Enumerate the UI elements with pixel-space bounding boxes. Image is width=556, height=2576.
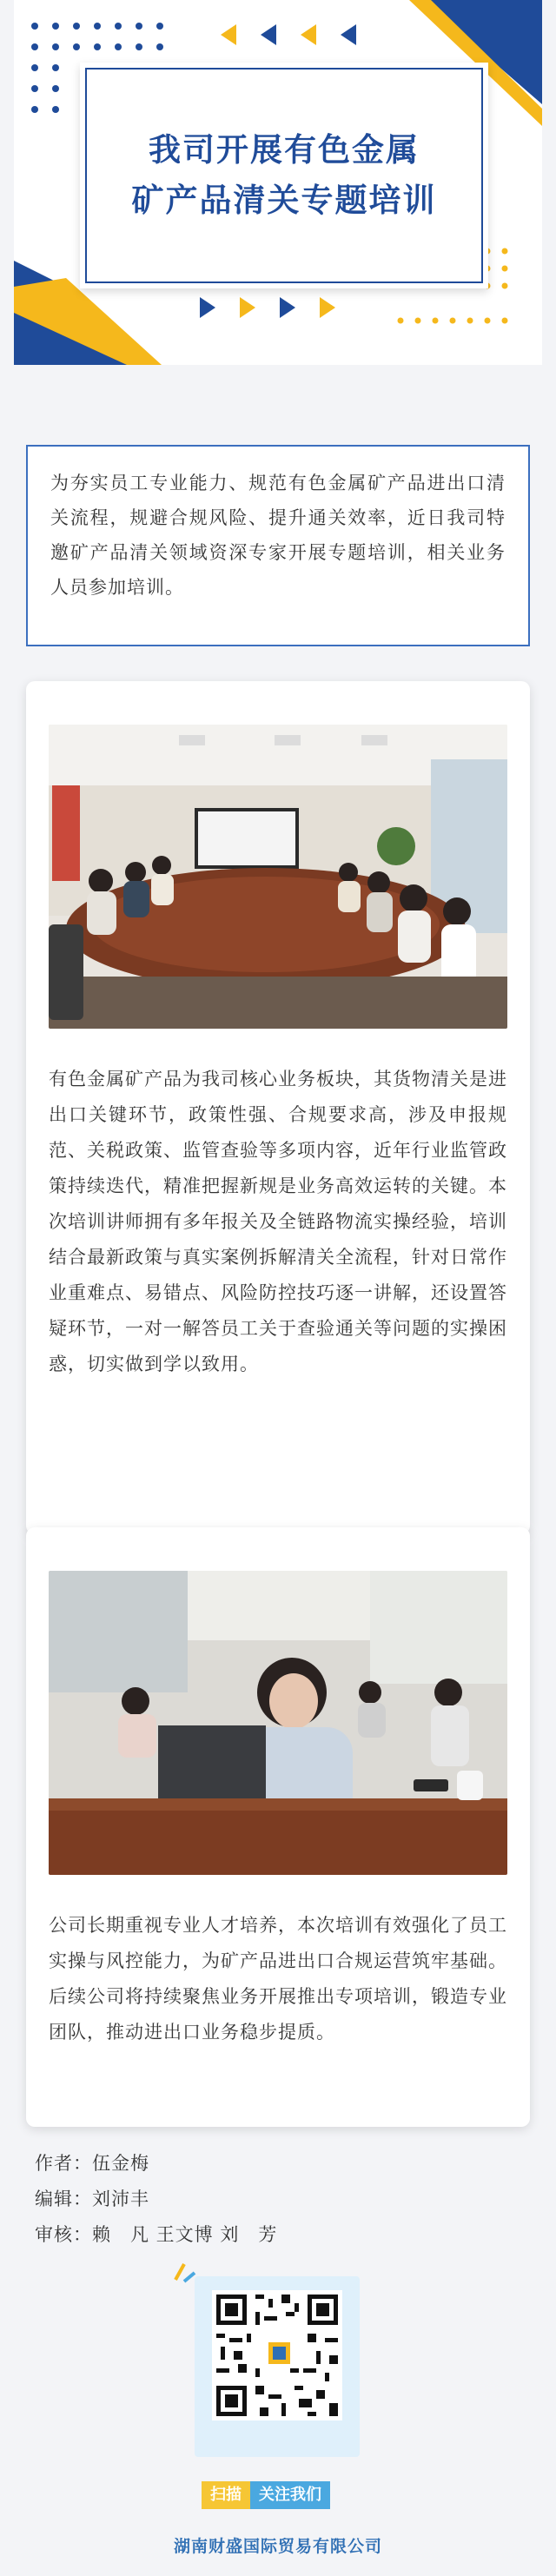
arrow-row-bottom — [198, 295, 363, 321]
intro-text: 为夯实员工专业能力、规范有色金属矿产品进出口清关流程，规避合规风险、提升通关效率，近日我司特邀矿产品清关领域资深专家开展专题培训，相关业务人员参加培训。 — [50, 473, 506, 598]
title-box — [80, 63, 488, 288]
section2-text: 公司长期重视专业人才培养，本次培训有效强化了员工实操与风控能力，为矿产品进出口合规运营筑牢基础。后续公司将持续聚焦业务开展推出专项培训，锻造专业团队，推动进出口业务稳步提质。 — [49, 1915, 507, 2043]
editor: 编辑：刘沛丰 — [35, 2189, 149, 2209]
section1-text: 有色金属矿产品为我司核心业务板块，其货物清关是进出口关键环节，政策性强、合规要求高，涉及申报规范、关税政策、监管查验等多项内容，近年行业监管政策持续迭代，精准把握新规是业务高效运转的关键。本次培训讲师拥有多年报关及全链路物流实操经验，培训结合最新政策与真实案例拆解清关全流程，针对日常作业重难点、易错点、风险防控技巧逐一讲解，还设置答疑环节，一对一解答员工关于查验通关等问题的实操困惑，切实做到学以致用。 — [49, 1069, 507, 1374]
follow-us-label: 关注我们 — [250, 2481, 330, 2509]
qr-section — [182, 2276, 374, 2528]
article-card-1 — [26, 681, 530, 1534]
lecturer-photo — [49, 1571, 507, 1875]
credits — [35, 2146, 277, 2253]
intro-box — [26, 445, 530, 646]
reviewer: 审核：赖 凡 王文博 刘 芳 — [35, 2224, 278, 2245]
author: 作者：伍金梅 — [35, 2153, 149, 2174]
header-banner — [14, 0, 542, 365]
arrow-row-top — [219, 23, 384, 49]
page-title-line1: 我司开展有色金属 — [149, 131, 420, 169]
scan-label: 扫描 — [202, 2481, 250, 2509]
qr-label-row — [202, 2481, 330, 2509]
qr-code-icon[interactable] — [212, 2290, 342, 2420]
meeting-room-photo — [49, 725, 507, 1029]
company-name: 湖南财盛国际贸易有限公司 — [173, 2537, 382, 2556]
article-card-2 — [26, 1527, 530, 2127]
page-title-line2: 矿产品清关专题培训 — [131, 182, 437, 219]
